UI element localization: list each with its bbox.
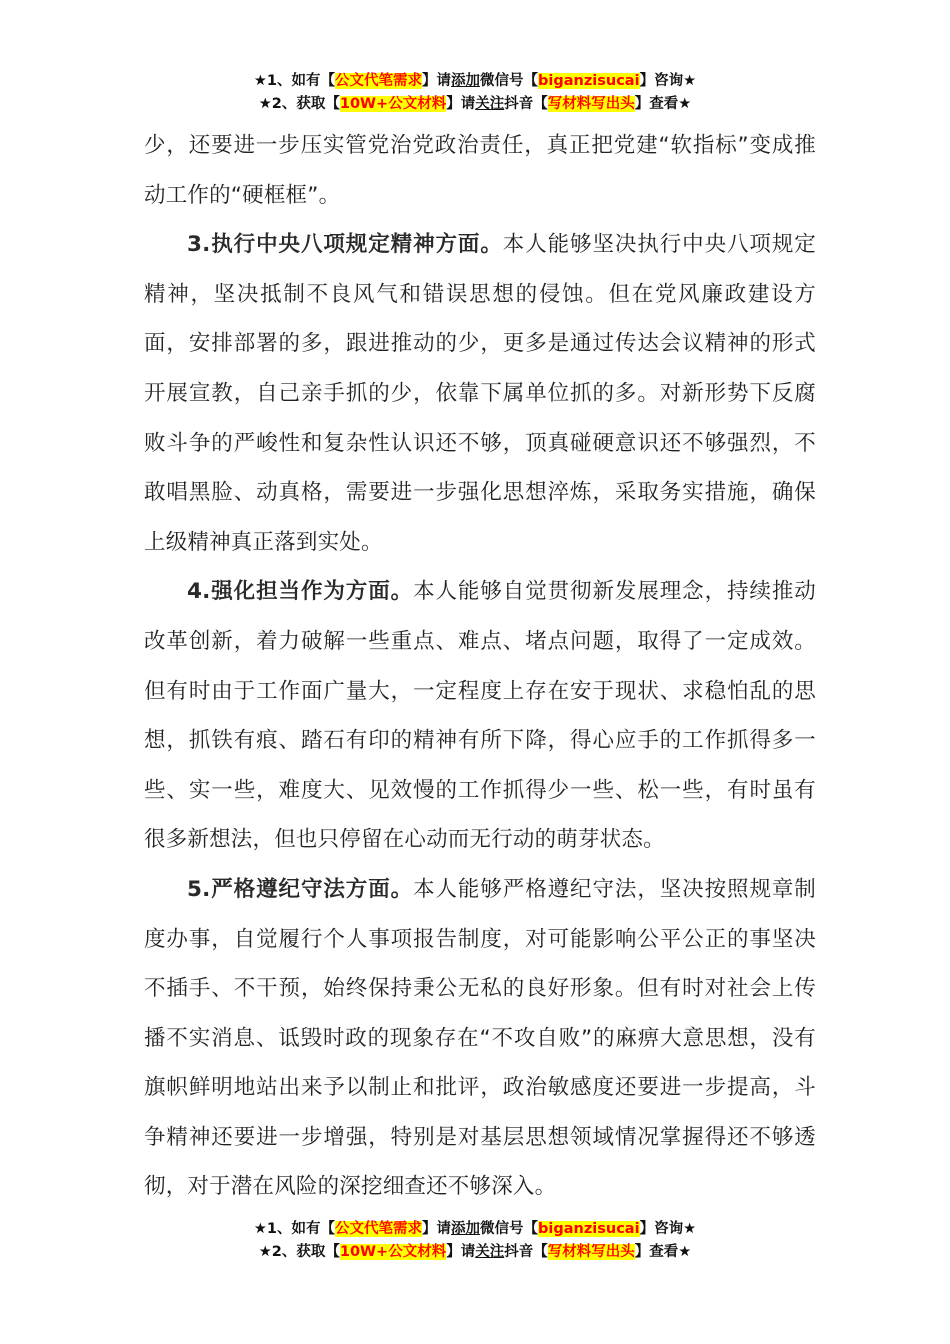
banner-text: 】咨询★ — [639, 73, 697, 89]
banner-line-2 — [0, 1241, 950, 1264]
paragraph-body: 本人能够自觉贯彻新发展理念，持续推动改革创新，着力破解一些重点、难点、堵点问题，取得了一定成效。但有时由于工作面广量大，一定程度上存在安于现状、求稳怕乱的思想，抓铁有痕、踏石有印的精神有所下降，得心应手的工作抓得多一些、实一些，难度大、见效慢的工作抓得少一些、松一些，有时虽有很多新想法，但也只停留在心动而无行动的萌芽状态。 — [144, 579, 816, 853]
underlined-text: 添加 — [451, 73, 481, 89]
banner-text: 抖音【 — [504, 1244, 548, 1260]
banner-text: ★1、如有【 — [253, 1221, 336, 1237]
banner-text: ★2、获取【 — [258, 96, 340, 112]
header-banner — [0, 70, 950, 116]
banner-text: 抖音【 — [504, 96, 548, 112]
document-body — [144, 121, 816, 1212]
banner-text: 】请 — [422, 73, 452, 89]
paragraph-4 — [144, 567, 816, 865]
paragraph-continuation: 少，还要进一步压实管党治党政治责任，真正把党建“软指标”变成推动工作的“硬框框”。 — [144, 133, 816, 208]
banner-text: ★1、如有【 — [253, 73, 336, 89]
banner-text: 微信号【 — [480, 73, 539, 89]
douyin-id: 写材料写出头 — [547, 1244, 635, 1260]
banner-line-1 — [0, 1218, 950, 1241]
douyin-id: 写材料写出头 — [547, 96, 635, 112]
paragraph-body: 本人能够严格遵纪守法，坚决按照规章制度办事，自觉履行个人事项报告制度，对可能影响公平公正的事坚决不插手、不干预，始终保持秉公无私的良好形象。但有时对社会上传播不实消息、诋毁时政的现象存在“不攻自败”的麻痹大意思想，没有旗帜鲜明地站出来予以制止和批评，政治敏感度还要进一步提高，斗争精神还要进一步增强，特别是对基层思想领域情况掌握得还不够透彻，对于潜在风险的深挖细查还不够深入。 — [144, 876, 816, 1200]
wechat-id: biganzisucai — [538, 1221, 640, 1237]
wechat-id: biganzisucai — [538, 73, 640, 89]
banner-text: ★2、获取【 — [258, 1244, 340, 1260]
paragraph-3 — [144, 220, 816, 567]
banner-text: 】咨询★ — [639, 1221, 697, 1237]
banner-text: 】查看★ — [634, 96, 692, 112]
banner-text: 】请 — [422, 1221, 452, 1237]
highlight-text: 公文代笔需求 — [335, 73, 423, 89]
banner-line-1 — [0, 70, 950, 93]
paragraph-heading: 4.强化担当作为方面。 — [187, 579, 414, 605]
banner-text: 微信号【 — [480, 1221, 539, 1237]
banner-text: 】请 — [446, 1244, 476, 1260]
highlight-text: 公文代笔需求 — [335, 1221, 423, 1237]
underlined-text: 添加 — [451, 1221, 481, 1237]
highlight-text: 10W+公文材料 — [339, 96, 447, 112]
highlight-text: 10W+公文材料 — [339, 1244, 447, 1260]
banner-text: 】请 — [446, 96, 476, 112]
underlined-text: 关注 — [475, 1244, 505, 1260]
paragraph-5 — [144, 865, 816, 1212]
paragraph-body: 本人能够坚决执行中央八项规定精神，坚决抵制不良风气和错误思想的侵蚀。但在党风廉政建设方面，安排部署的多，跟进推动的少，更多是通过传达会议精神的形式开展宣教，自己亲手抓的少，依靠下属单位抓的多。对新形势下反腐败斗争的严峻性和复杂性认识还不够，顶真碰硬意识还不够强烈，不敢唱黑脸、动真格，需要进一步强化思想淬炼，采取务实措施，确保上级精神真正落到实处。 — [144, 232, 816, 555]
footer-banner — [0, 1218, 950, 1264]
underlined-text: 关注 — [475, 96, 505, 112]
banner-text: 】查看★ — [634, 1244, 692, 1260]
paragraph-heading: 3.执行中央八项规定精神方面。 — [187, 232, 503, 258]
paragraph-heading: 5.严格遵纪守法方面。 — [187, 876, 414, 902]
banner-line-2 — [0, 93, 950, 116]
